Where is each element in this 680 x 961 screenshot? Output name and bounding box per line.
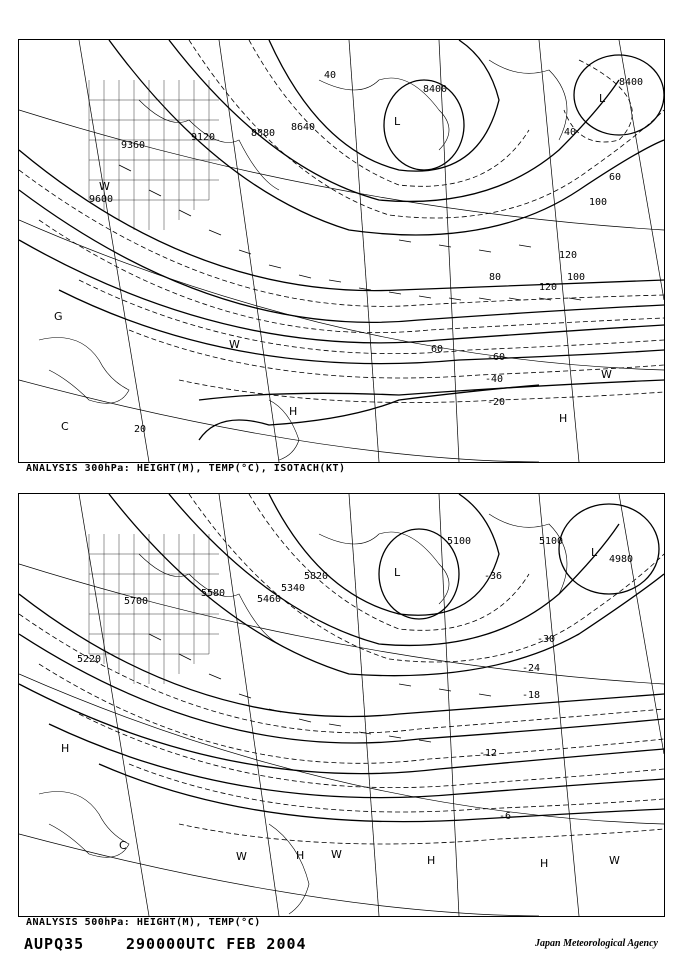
isotach-label: 120 bbox=[539, 282, 558, 293]
low-center: L bbox=[394, 115, 401, 128]
isotach-label: 40 bbox=[324, 70, 337, 81]
height-labels bbox=[89, 77, 643, 205]
height-label: 5460 bbox=[257, 594, 282, 605]
map-300hpa bbox=[19, 40, 664, 462]
isotach-contours bbox=[19, 40, 664, 403]
hatched-region bbox=[89, 534, 219, 684]
warm-center: W bbox=[331, 848, 342, 861]
high-center: H bbox=[540, 857, 549, 870]
high-center: H bbox=[427, 854, 436, 867]
temp-label: -36 bbox=[484, 571, 503, 582]
temp-label: -30 bbox=[537, 634, 556, 645]
map-500hpa bbox=[19, 494, 664, 916]
height-label: 8880 bbox=[251, 128, 276, 139]
wind-barbs bbox=[119, 165, 581, 300]
height-label: 8640 bbox=[291, 122, 316, 133]
high-center: H bbox=[559, 412, 568, 425]
temp-label: -20 bbox=[487, 397, 506, 408]
height-label: 8400 bbox=[619, 77, 644, 88]
chart-500hpa bbox=[18, 493, 665, 917]
caption-300hpa: ANALYSIS 300hPa: HEIGHT(M), TEMP(°C), ISOTACH(KT) bbox=[26, 463, 346, 474]
isotach-label: 60 bbox=[609, 172, 622, 183]
warm-center: W bbox=[601, 368, 612, 381]
warm-center: W bbox=[236, 850, 247, 863]
temp-label: -18 bbox=[522, 690, 541, 701]
temp-label: -6 bbox=[499, 811, 512, 822]
product-code: AUPQ35 bbox=[24, 935, 85, 953]
height-label: 5220 bbox=[77, 654, 102, 665]
height-label: 5700 bbox=[124, 596, 149, 607]
warm-center: W bbox=[229, 338, 240, 351]
height-label: 5340 bbox=[281, 583, 306, 594]
height-label: 8400 bbox=[423, 84, 448, 95]
height-label: 9360 bbox=[121, 140, 146, 151]
caption-500hpa: ANALYSIS 500hPa: HEIGHT(M), TEMP(°C) bbox=[26, 917, 261, 928]
warm-center: W bbox=[99, 180, 110, 193]
cold-center: C bbox=[61, 420, 69, 433]
cold-center: C bbox=[119, 839, 127, 852]
hatched-region bbox=[89, 80, 219, 230]
low-center: L bbox=[599, 92, 606, 105]
low-center: L bbox=[394, 566, 401, 579]
high-center: H bbox=[61, 742, 70, 755]
low-center: L bbox=[591, 546, 598, 559]
height-label: 4980 bbox=[609, 554, 634, 565]
temp-labels bbox=[485, 352, 505, 408]
temp-label: -60 bbox=[487, 352, 506, 363]
center-symbol: G bbox=[54, 310, 63, 323]
height-label: 5100 bbox=[447, 536, 472, 547]
height-contours bbox=[19, 494, 664, 822]
height-label: 5820 bbox=[304, 571, 329, 582]
temp-label: -24 bbox=[522, 663, 541, 674]
temp-label: -12 bbox=[479, 748, 498, 759]
pressure-centers bbox=[61, 546, 620, 870]
warm-center: W bbox=[609, 854, 620, 867]
isotach-label: 60 bbox=[431, 344, 444, 355]
isotach-label: 20 bbox=[134, 424, 147, 435]
height-label: 5100 bbox=[539, 536, 564, 547]
isotach-labels bbox=[134, 70, 621, 435]
high-center: H bbox=[296, 849, 305, 862]
chart-300hpa bbox=[18, 39, 665, 463]
valid-time: 290000UTC FEB 2004 bbox=[126, 935, 307, 953]
isotach-label: 100 bbox=[589, 197, 608, 208]
temp-label: -40 bbox=[485, 374, 504, 385]
height-label: 9120 bbox=[191, 132, 216, 143]
agency-name: Japan Meteorological Agency bbox=[535, 938, 658, 949]
high-center: H bbox=[289, 405, 298, 418]
temp-labels bbox=[479, 571, 555, 822]
wind-barbs bbox=[149, 634, 491, 742]
isotach-label: 40 bbox=[564, 127, 577, 138]
isotach-label: 80 bbox=[489, 272, 502, 283]
isotach-label: 120 bbox=[559, 250, 578, 261]
isotach-label: 100 bbox=[567, 272, 586, 283]
height-label: 9600 bbox=[89, 194, 114, 205]
height-label: 5580 bbox=[201, 588, 226, 599]
